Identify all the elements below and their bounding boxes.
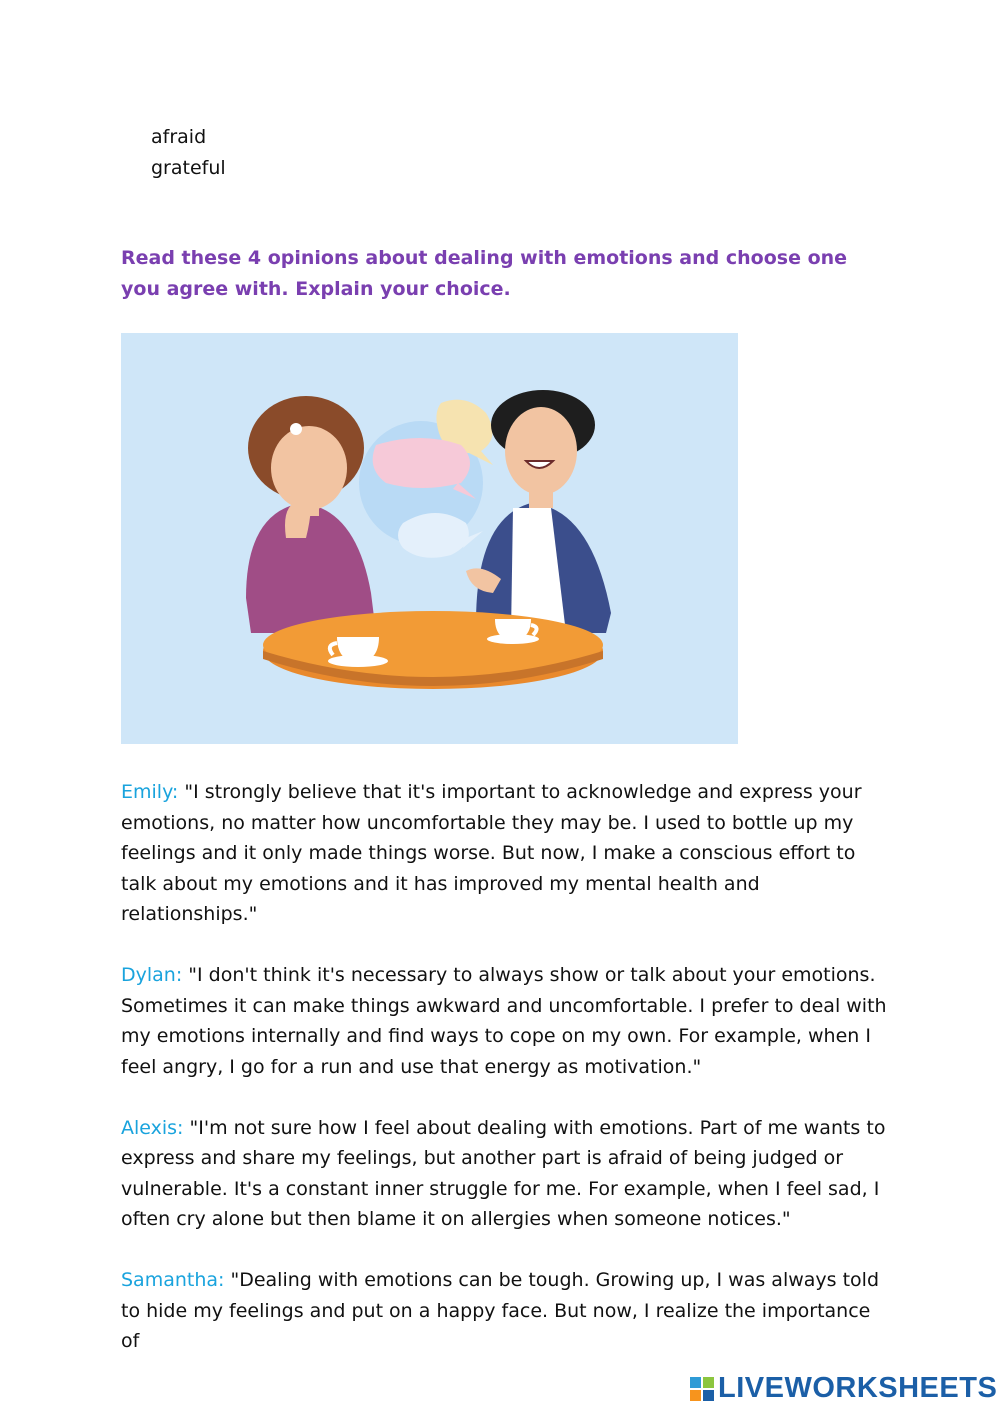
opinion-text: "Dealing with emotions can be tough. Growing up, I was always told to hide my feelings and put on a happy face. But now, I realize the importance of [121, 1269, 879, 1352]
opinion-dylan [121, 960, 891, 1082]
speaker-name: Alexis: [121, 1116, 184, 1139]
speaker-name: Dylan: [121, 964, 183, 986]
opinions-list [121, 777, 891, 1387]
instruction-heading: Read these 4 opinions about dealing with emotions and choose one you agree with. Explain your choice. [121, 247, 848, 300]
word-list-item: grateful [151, 157, 226, 179]
opinion-samantha [121, 1265, 891, 1357]
opinion-text: "I'm not sure how I feel about dealing with emotions. Part of me wants to express and share my feelings, but another part is afraid of being judged or vulnerable. It's a constant inner struggle for me. For example, when I feel sad, I often cry alone but then blame it on allergies when someone notices." [121, 1116, 886, 1230]
opinion-text: "I strongly believe that it's important to acknowledge and express your emotions, no matter how uncomfortable they may be. I used to bottle up my feelings and it only made things worse. But now, I make a conscious effort to talk about my emotions and it has improved my mental health and relationships." [121, 781, 862, 925]
speaker-name: Emily: [121, 781, 179, 803]
liveworksheets-mark-icon [690, 1377, 714, 1401]
opinion-emily [121, 777, 891, 930]
opinion-text: "I don't think it's necessary to always show or talk about your emotions. Sometimes it can make things awkward and uncomfortable. I prefer to deal with my emotions internally and find ways to cope on my own. For example, when I feel angry, I go for a run and use that energy as motivation." [121, 964, 887, 1078]
liveworksheets-logo [690, 1372, 997, 1405]
speaker-name: Samantha: [121, 1269, 225, 1291]
word-list [151, 122, 226, 184]
two-people-talking-at-table-illustration [121, 333, 738, 744]
opinion-alexis [121, 1113, 891, 1235]
word-list-item: afraid [151, 126, 207, 148]
brand-name: LIVEWORKSHEETS [718, 1372, 998, 1404]
conversation-illustration [121, 333, 738, 744]
